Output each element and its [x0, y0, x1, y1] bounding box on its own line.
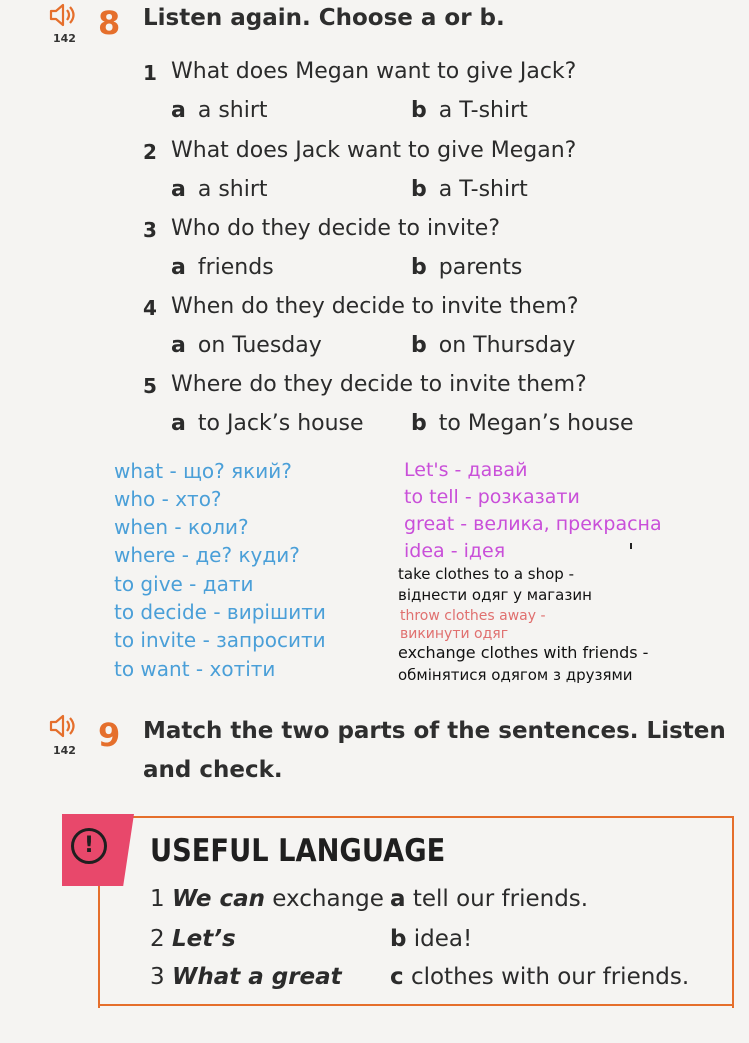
note-black: exchange clothes with friends - — [398, 643, 649, 662]
option-text: on Thursday — [438, 333, 576, 358]
option-a[interactable] — [171, 177, 268, 202]
question-text: What does Jack want to give Megan? — [171, 138, 577, 163]
note-blue: who - хто? — [114, 487, 222, 511]
note-black: take clothes to a shop - — [398, 565, 575, 583]
question-text: What does Megan want to give Jack? — [171, 59, 577, 84]
question-number: 3 — [143, 218, 157, 242]
option-a[interactable] — [171, 333, 322, 358]
note-pink: Let's - давай — [404, 459, 528, 481]
note-blue: to invite - запросити — [114, 628, 326, 652]
note-pink: idea - ідея — [404, 540, 506, 562]
question-number: 4 — [143, 296, 157, 320]
note-pink: to tell - розказати — [404, 486, 580, 508]
ending-text: tell our friends. — [412, 886, 589, 912]
useful-item — [150, 964, 342, 990]
note-blue: to give - дати — [114, 572, 254, 596]
item-italic: Let’s — [171, 926, 236, 952]
option-letter: a — [171, 98, 186, 123]
question-text: When do they decide to invite them? — [171, 294, 579, 319]
note-blue: when - коли? — [114, 515, 249, 539]
item-rest: exchange — [265, 886, 384, 912]
note-blue: to decide - вирішити — [114, 600, 326, 624]
ending-text: idea! — [413, 926, 473, 952]
option-letter: a — [171, 177, 186, 202]
note-pink: great - велика, прекрасна — [404, 513, 662, 535]
exclamation-icon: ! — [71, 828, 107, 864]
option-b[interactable] — [411, 411, 634, 436]
item-italic: What a great — [171, 964, 342, 990]
note-blue: what - що? який? — [114, 459, 292, 483]
option-text: to Jack’s house — [197, 411, 364, 436]
question-text: Who do they decide to invite? — [171, 216, 500, 241]
useful-item — [150, 926, 236, 952]
useful-ending — [390, 964, 689, 990]
speaker-icon[interactable] — [48, 713, 76, 739]
question-text: Where do they decide to invite them? — [171, 372, 587, 397]
question-number: 1 — [143, 61, 157, 85]
option-text: parents — [438, 255, 523, 280]
option-b[interactable] — [411, 333, 575, 358]
option-letter: b — [411, 255, 427, 280]
box-border-bottom — [98, 1004, 732, 1006]
option-text: to Megan’s house — [438, 411, 634, 436]
option-text: on Tuesday — [197, 333, 322, 358]
item-number: 1 — [150, 886, 165, 912]
ending-letter: c — [390, 964, 404, 990]
exercise-number: 9 — [98, 716, 121, 754]
option-letter: b — [411, 333, 427, 358]
question-number: 2 — [143, 140, 157, 164]
option-a[interactable] — [171, 255, 274, 280]
note-blue: to want - хотіти — [114, 657, 276, 681]
option-letter: b — [411, 411, 427, 436]
option-letter: b — [411, 98, 427, 123]
item-number: 2 — [150, 926, 165, 952]
option-b[interactable] — [411, 255, 522, 280]
option-a[interactable] — [171, 411, 364, 436]
useful-ending — [390, 886, 588, 912]
note-red: throw clothes away - — [400, 608, 546, 624]
useful-item — [150, 886, 384, 912]
stray-mark — [630, 543, 632, 549]
ending-text: clothes with our friends. — [410, 964, 690, 990]
option-text: a shirt — [197, 98, 268, 123]
useful-ending — [390, 926, 472, 952]
option-text: friends — [197, 255, 274, 280]
option-text: a T-shirt — [438, 98, 528, 123]
option-letter: a — [171, 255, 186, 280]
option-letter: a — [171, 333, 186, 358]
exercise-title: Match the two parts of the sentences. Listen — [143, 718, 726, 744]
note-black: віднести одяг у магазин — [398, 586, 592, 604]
ending-letter: b — [390, 926, 407, 952]
option-text: a shirt — [197, 177, 268, 202]
note-blue: where - де? куди? — [114, 543, 300, 567]
ending-letter: a — [390, 886, 406, 912]
option-letter: b — [411, 177, 427, 202]
speaker-icon[interactable] — [48, 2, 76, 28]
item-italic: We can — [171, 886, 265, 912]
option-text: a T-shirt — [438, 177, 528, 202]
exercise-title: Listen again. Choose a or b. — [143, 5, 505, 31]
option-a[interactable] — [171, 98, 268, 123]
option-letter: a — [171, 411, 186, 436]
useful-language-title: USEFUL LANGUAGE — [150, 833, 446, 869]
note-black: обмінятися одягом з друзями — [398, 666, 633, 684]
item-number: 3 — [150, 964, 165, 990]
option-b[interactable] — [411, 98, 528, 123]
exercise-number: 8 — [98, 4, 121, 42]
track-number: 142 — [53, 32, 76, 45]
track-number: 142 — [53, 744, 76, 757]
option-b[interactable] — [411, 177, 528, 202]
note-red: викинути одяг — [400, 626, 509, 642]
exercise-title-line2: and check. — [143, 757, 283, 783]
question-number: 5 — [143, 374, 157, 398]
